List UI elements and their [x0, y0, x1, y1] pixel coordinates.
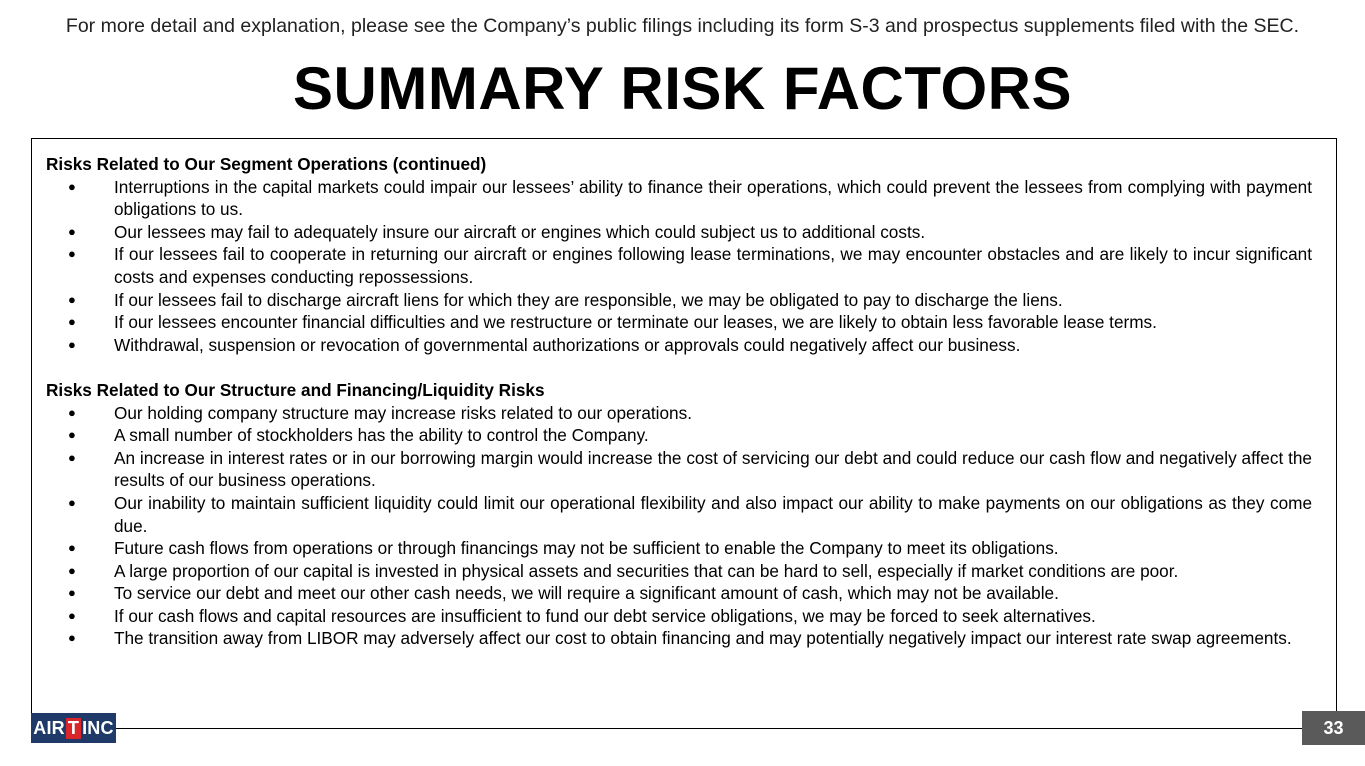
risk-item — [46, 311, 1312, 334]
risk-item — [46, 221, 1312, 244]
risk-item-text: An increase in interest rates or in our borrowing margin would increase the cost of servicing our debt and could reduce our cash flow and negatively affect the results of our business operations. — [114, 447, 1312, 491]
risk-item — [46, 582, 1312, 605]
bullet-icon: ● — [68, 630, 76, 646]
risk-item-text: Our inability to maintain sufficient liquidity could limit our operational flexibility and also impact our ability to make payments on our obligations as they come due. — [114, 492, 1312, 536]
risk-item — [46, 402, 1312, 425]
risk-item-text: Interruptions in the capital markets could impair our lessees’ ability to finance their operations, which could prevent the lessees from complying with payment obligations to us. — [114, 176, 1312, 220]
page-number: 33 — [1302, 711, 1365, 745]
bullet-icon: ● — [68, 494, 76, 510]
risk-item — [46, 605, 1312, 628]
risk-item-text: A large proportion of our capital is invested in physical assets and securities that can be hard to sell, especially if market conditions are poor. — [114, 560, 1179, 581]
bullet-icon: ● — [68, 404, 76, 420]
logo-text-prefix: AIR — [33, 717, 65, 738]
risk-item-text: If our lessees encounter financial difficulties and we restructure or terminate our leases, we are likely to obtain less favorable lease terms. — [114, 312, 1157, 333]
risk-item — [46, 560, 1312, 583]
risk-item — [46, 447, 1312, 492]
structure-financing-list — [46, 402, 1312, 651]
bullet-icon: ● — [68, 449, 76, 465]
risk-item — [46, 289, 1312, 312]
risk-item-text: Our lessees may fail to adequately insure our aircraft or engines which could subject us to additional costs. — [114, 221, 926, 242]
logo-text-suffix: INC — [82, 717, 114, 738]
airt-logo — [31, 713, 116, 743]
bullet-icon: ● — [68, 562, 76, 578]
segment-operations-list — [46, 176, 1312, 357]
risk-item-text: If our lessees fail to discharge aircraft liens for which they are responsible, we may be obligated to pay to discharge the liens. — [114, 289, 1063, 310]
risk-item-text: Our holding company structure may increase risks related to our operations. — [114, 402, 692, 423]
risk-item — [46, 424, 1312, 447]
page-title: SUMMARY RISK FACTORS — [293, 55, 1072, 122]
risk-item-text: The transition away from LIBOR may adversely affect our cost to obtain financing and may potentially negatively impact our interest rate swap agreements. — [114, 628, 1292, 649]
risk-item — [46, 176, 1312, 221]
risk-item — [46, 492, 1312, 537]
bullet-icon: ● — [68, 178, 76, 194]
bullet-icon: ● — [68, 585, 76, 601]
risk-item — [46, 334, 1312, 357]
risk-item-text: If our lessees fail to cooperate in returning our aircraft or engines following lease terminations, we may encounter obstacles and are likely to incur significant costs and expenses conducting repossessions. — [114, 244, 1312, 287]
risk-item — [46, 243, 1312, 288]
risk-item-text: To service our debt and meet our other cash needs, we will require a significant amount of cash, which may not be available. — [114, 583, 1059, 604]
logo-text-highlight: T — [67, 717, 80, 738]
bullet-icon: ● — [68, 427, 76, 443]
bullet-icon: ● — [68, 223, 76, 239]
risk-item-text: A small number of stockholders has the ability to control the Company. — [114, 425, 649, 446]
risk-item — [46, 537, 1312, 560]
bullet-icon: ● — [68, 246, 76, 262]
bullet-icon: ● — [68, 336, 76, 352]
risk-item-text: Withdrawal, suspension or revocation of governmental authorizations or approvals could negatively affect our business. — [114, 334, 1021, 355]
bullet-icon: ● — [68, 314, 76, 330]
risk-item-text: If our cash flows and capital resources are insufficient to fund our debt service obligations, we may be forced to seek alternatives. — [114, 605, 1096, 626]
disclaimer-text: For more detail and explanation, please see the Company’s public filings including its form S-3 and prospectus supplements filed with the SEC. — [65, 15, 1300, 37]
section-heading-segment-operations: Risks Related to Our Segment Operations (continued) — [46, 154, 487, 174]
risk-factors-box — [31, 138, 1337, 729]
bullet-icon: ● — [68, 607, 76, 623]
bullet-icon: ● — [68, 291, 76, 307]
section-heading-structure-financing: Risks Related to Our Structure and Financing/Liquidity Risks — [46, 379, 545, 400]
bullet-icon: ● — [68, 540, 76, 556]
risk-factors-content — [46, 153, 1312, 650]
risk-item-text: Future cash flows from operations or through financings may not be sufficient to enable the Company to meet its obligations. — [114, 538, 1059, 559]
risk-item — [46, 627, 1312, 650]
